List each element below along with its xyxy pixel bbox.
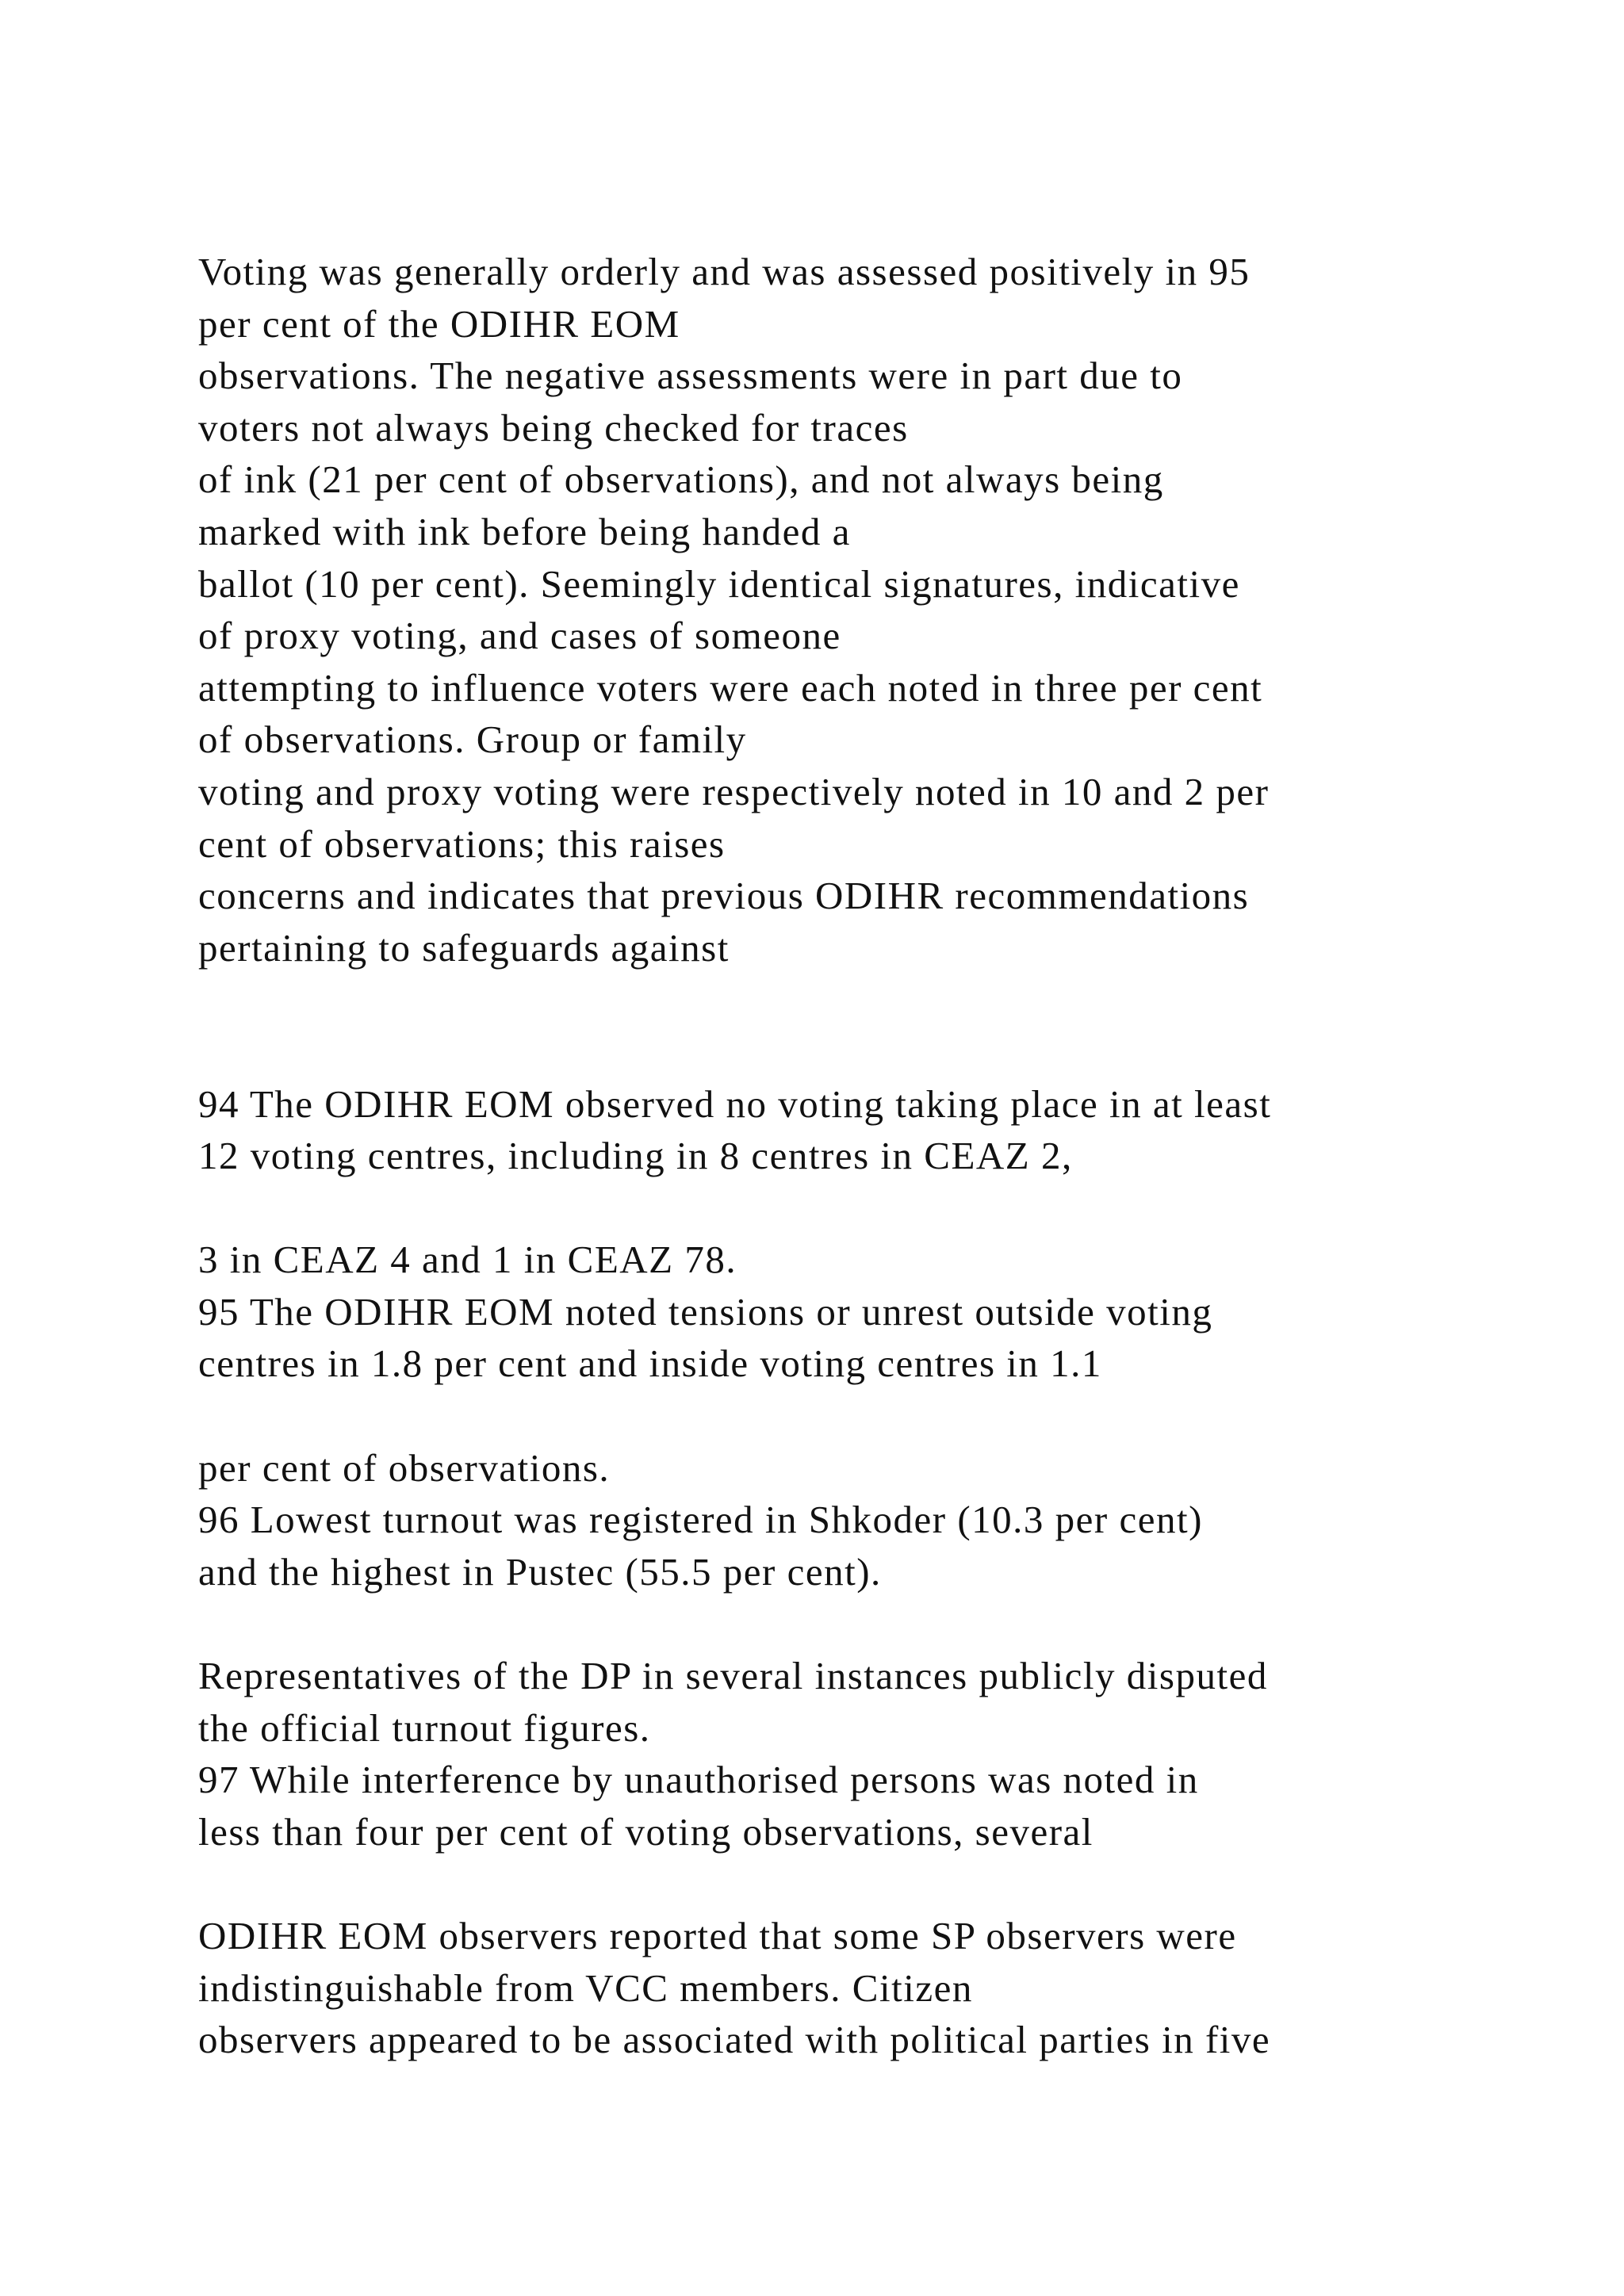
text-line: centres in 1.8 per cent and inside voting centres in 1.1 — [198, 1341, 1102, 1386]
text-line: less than four per cent of voting observations, several — [198, 1809, 1094, 1854]
text-line: pertaining to safeguards against — [198, 925, 730, 970]
blank-line — [198, 1182, 1546, 1234]
text-line: Voting was generally orderly and was assessed positively in 95 — [198, 250, 1251, 293]
text-line: attempting to influence voters were each noted in three per cent — [198, 665, 1263, 710]
blank-line — [198, 974, 1546, 1026]
text-line: of observations. Group or family — [198, 718, 747, 762]
blank-line — [198, 1598, 1546, 1650]
text-line: 12 voting centres, including in 8 centres in CEAZ 2, — [198, 1134, 1073, 1178]
text-line: voting and proxy voting were respectively noted in 10 and 2 per — [198, 769, 1270, 813]
text-line: concerns and indicates that previous ODIHR recommendations — [198, 874, 1250, 918]
text-line: per cent of the ODIHR EOM — [198, 301, 680, 346]
text-line: Representatives of the DP in several instances publicly disputed — [198, 1654, 1268, 1698]
text-line: 94 The ODIHR EOM observed no voting taking place in at least — [198, 1081, 1272, 1126]
text-line: the official turnout figures. — [198, 1705, 651, 1750]
body-text — [198, 246, 1546, 2066]
text-line: of proxy voting, and cases of someone — [198, 614, 841, 658]
blank-line — [198, 1858, 1546, 1910]
text-line: per cent of observations. — [198, 1445, 611, 1490]
blank-line — [198, 1390, 1546, 1442]
text-line: observers appeared to be associated with political parties in five — [198, 2018, 1271, 2062]
text-line: of ink (21 per cent of observations), and not always being — [198, 457, 1164, 502]
text-line: voters not always being checked for traces — [198, 405, 909, 450]
text-line: and the highest in Pustec (55.5 per cent). — [198, 1549, 882, 1594]
blank-line — [198, 1026, 1546, 1078]
text-line: observations. The negative assessments were in part due to — [198, 354, 1183, 398]
text-line: ballot (10 per cent). Seemingly identical signatures, indicative — [198, 561, 1240, 606]
text-line: ODIHR EOM observers reported that some SP observers were — [198, 1914, 1237, 1957]
text-line: 96 Lowest turnout was registered in Shkoder (10.3 per cent) — [198, 1498, 1203, 1542]
text-line: 3 in CEAZ 4 and 1 in CEAZ 78. — [198, 1238, 737, 1282]
text-line: cent of observations; this raises — [198, 821, 726, 866]
text-line: 95 The ODIHR EOM noted tensions or unrest outside voting — [198, 1289, 1213, 1334]
text-line: 97 While interference by unauthorised persons was noted in — [198, 1758, 1199, 1802]
text-line: indistinguishable from VCC members. Citizen — [198, 1965, 973, 2010]
text-line: marked with ink before being handed a — [198, 509, 851, 553]
